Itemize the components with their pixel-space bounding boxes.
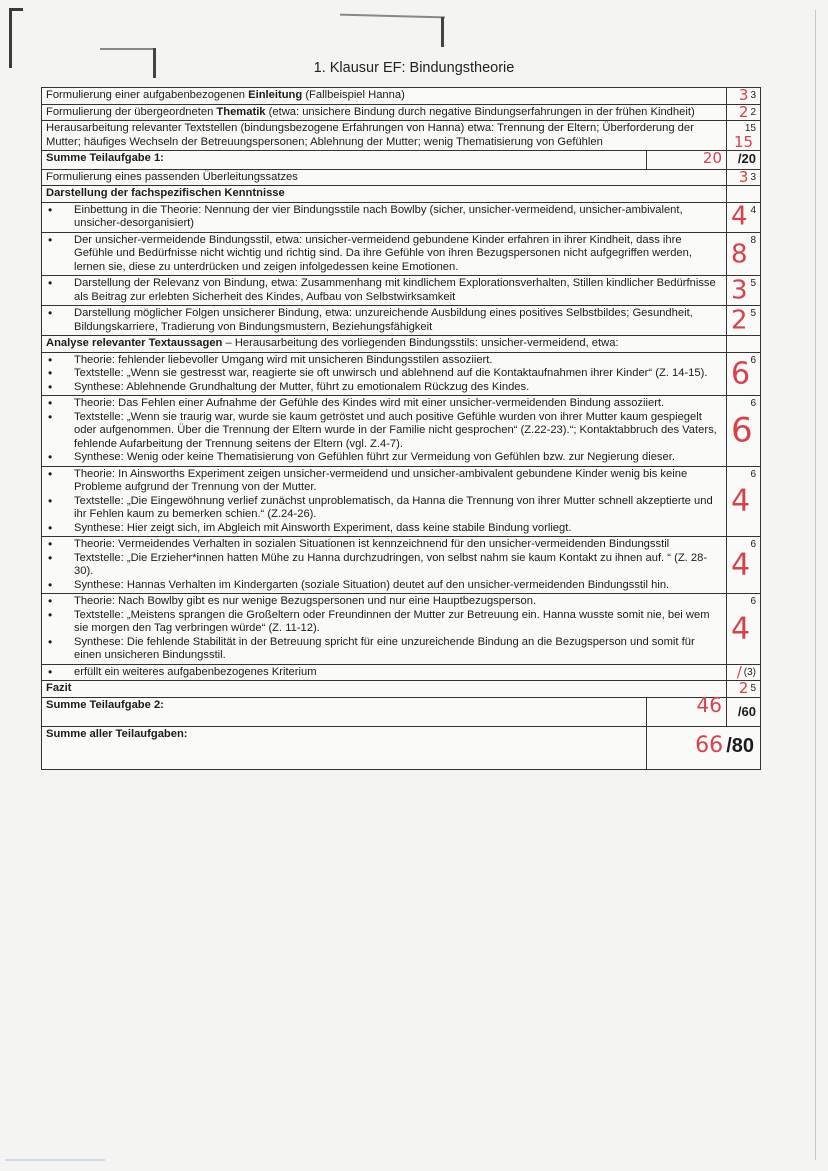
staple-mark: [441, 17, 444, 47]
criterion-text: Herausarbeitung relevanter Textstellen (bindungsbezogene Erfahrungen von Hanna) etwa: Trennung der Eltern; Überforderung der Mutter; häufiges Wechseln der Betreuungspersonen; Ablehnung der Mutter; wenig Thematisierung von Gefühlen: [42, 121, 727, 151]
score-cell: [727, 232, 761, 276]
criterion-text: Formulierung einer aufgabenbezogenen Einleitung (Fallbeispiel Hanna): [42, 88, 727, 105]
document-title: 1. Klausur EF: Bindungstheorie: [313, 60, 515, 76]
section-header-row: [42, 186, 761, 203]
score-cell: [727, 169, 761, 186]
handwritten-score: 3: [731, 274, 748, 305]
score-cell: [727, 396, 761, 467]
total-max: /80: [726, 734, 754, 757]
subtotal-max: /20: [727, 151, 761, 170]
analysis-row: [42, 594, 761, 665]
score-cell: [727, 121, 761, 151]
table-row: [42, 88, 761, 105]
table-row: [42, 121, 761, 151]
table-row: [42, 681, 761, 698]
criterion-text: • erfüllt ein weiteres aufgabenbezogenes Kriterium: [46, 666, 722, 680]
subtotal-row: [42, 151, 761, 170]
subtotal-label: Summe Teilaufgabe 2:: [42, 697, 647, 726]
criterion-text: • Darstellung der Relevanz von Bindung, etwa: Zusammenhang mit kindlichem Explorationsverhalten, Stillen kindlicher Bedürfnisse als Beitrag zur erlebten Sicherheit des Kindes, Aufbau von Selbstwirksamkeit: [46, 277, 722, 304]
handwritten-score: 46: [696, 692, 722, 717]
section-header: Analyse relevanter Textaussagen – Herausarbeitung des vorliegenden Bindungsstils: unsicher-vermeidend, etwa:: [42, 336, 727, 353]
score-cell: [727, 466, 761, 537]
table-row: [42, 664, 761, 681]
handwritten-score: 4: [731, 611, 751, 646]
max-points: 15: [744, 123, 756, 134]
max-points: 6: [750, 354, 756, 366]
criterion-theory: • Theorie: Nach Bowlby gibt es nur wenige Bezugspersonen und nur eine Hauptbezugsperson.: [46, 595, 722, 609]
criterion-quote: • Textstelle: „Die Erzieher*innen hatten Mühe zu Hanna durchzudringen, von selbst nahm sie kaum Kontakt zu ihnen auf. “ (Z. 28-30).: [46, 552, 722, 579]
handwritten-score: 3: [738, 167, 749, 186]
table-row: [42, 276, 761, 306]
max-points: 3: [750, 90, 756, 101]
handwritten-score: 8: [731, 238, 748, 269]
max-points: 2: [750, 106, 756, 118]
handwritten-score: 4: [731, 201, 748, 232]
handwritten-score: 4: [731, 483, 751, 519]
handwritten-score: 6: [731, 410, 753, 450]
total-label: Summe aller Teilaufgaben:: [42, 726, 647, 769]
table-row: [42, 202, 761, 232]
page-edge: [815, 10, 816, 1160]
criterion-text: • Darstellung möglicher Folgen unsicherer Bindung, etwa: unzureichende Ausbildung eines positives Selbstbildes; Gesundheit, Bildungskarriere, Tradierung von Bindungsmustern, Beziehungsfähigkeit: [46, 307, 722, 334]
table-row: [42, 306, 761, 336]
staple-mark: [340, 14, 445, 19]
criterion-synthesis: • Synthese: Wenig oder keine Thematisierung von Gefühlen führt zur Vermeidung von Gefühlen bzw. zur Negierung dieser.: [46, 451, 722, 465]
score-cell: [727, 681, 761, 698]
criterion-quote: • Textstelle: „Wenn sie traurig war, wurde sie kaum getröstet und auch positive Gefühle wurden von ihrer Mutter kaum gespiegelt oder aufgenommen. Über die Trennung der Eltern wurde in der Familie nicht gesprochen“ (Z.22-23).“; Kontaktabbruch des Vaters, fehlende Aufarbeitung der Trennung seitens der Eltern (vgl. Z.4-7).: [46, 411, 722, 452]
table-row: [42, 232, 761, 276]
grading-table: [41, 87, 761, 770]
page-edge: [9, 8, 12, 68]
subtotal-max: /60: [727, 697, 761, 726]
criterion-text: Formulierung eines passenden Überleitungssatzes: [42, 169, 727, 186]
score-cell: [727, 276, 761, 306]
score-cell: [727, 537, 761, 594]
score-cell: [727, 352, 761, 396]
subtotal-score-cell: [646, 151, 726, 170]
criterion-synthesis: • Synthese: Ablehnende Grundhaltung der Mutter, führt zu emotionalem Rückzug des Kindes.: [46, 381, 722, 395]
criterion-text: Formulierung der übergeordneten Thematik (etwa: unsichere Bindung durch negative Bindungserfahrungen in der frühen Kindheit): [42, 104, 727, 121]
criterion-theory: • Theorie: Vermeidendes Verhalten in sozialen Situationen ist kennzeichnend für den unsicher-vermeidenden Bindungsstil: [46, 538, 722, 552]
subtotal-label: Summe Teilaufgabe 1:: [42, 151, 647, 170]
max-points: 3: [750, 171, 756, 183]
criterion-theory: • Theorie: fehlender liebevoller Umgang wird mit unsicheren Bindungsstilen assoziiert.: [46, 354, 722, 368]
total-score-cell: [646, 726, 760, 769]
criterion-synthesis: • Synthese: Die fehlende Stabilität in der Betreuung spricht für eine unzureichende Bindung an die Bezugsperson und somit für einen unsicheren Bindungsstil.: [46, 636, 722, 663]
criterion-text: • Einbettung in die Theorie: Nennung der vier Bindungsstile nach Bowlby (sicher, unsicher-vermeidend, unsicher-ambivalent, unsicher-desorganisiert): [46, 204, 722, 231]
max-points: 5: [750, 278, 756, 289]
handwritten-score: 20: [702, 149, 722, 167]
analysis-row: [42, 466, 761, 537]
conclusion-label: Fazit: [42, 681, 727, 698]
max-points: (3): [743, 666, 756, 678]
subtotal-score-cell: [646, 692, 726, 726]
score-cell: [727, 88, 761, 105]
staple-mark: [100, 48, 155, 50]
max-points: 4: [750, 204, 756, 216]
analysis-row: [42, 396, 761, 467]
handwritten-score: 2: [731, 304, 748, 335]
handwritten-score: 15: [733, 132, 754, 151]
max-points: 6: [750, 539, 756, 550]
page-edge: [9, 8, 23, 11]
criterion-theory: • Theorie: In Ainsworths Experiment zeigen unsicher-vermeidend und unsicher-ambivalent gebundene Kinder wenig bis keine Probleme aufgrund der Trennung von der Mutter.: [46, 468, 722, 495]
handwritten-score: 3: [738, 86, 749, 104]
criterion-quote: • Textstelle: „Meistens sprangen die Großeltern oder Freundinnen der Mutter zur Betreuung ein. Hanna wusste somit nie, bei wem sie morgen den Tag verbringen würde“ (Z. 11-12).: [46, 609, 722, 636]
max-points: 6: [750, 596, 756, 607]
score-cell: [727, 594, 761, 665]
handwritten-score: 6: [731, 356, 751, 391]
max-points: 5: [750, 308, 756, 319]
section-header: Darstellung der fachspezifischen Kenntnisse: [42, 186, 727, 203]
max-points: 5: [750, 683, 756, 694]
handwritten-score: 4: [731, 547, 751, 583]
handwritten-score: 2: [738, 102, 749, 121]
criterion-quote: • Textstelle: „Wenn sie gestresst war, reagierte sie oft unwirsch und ablehnend auf die Kontaktaufnahmen ihrer Kinder“ (Z. 14-15).: [46, 367, 722, 381]
score-cell: [727, 306, 761, 336]
max-points: 6: [750, 398, 756, 409]
scan-smudge: [5, 1159, 105, 1161]
total-row: [42, 726, 761, 769]
max-points: 6: [750, 468, 756, 480]
criterion-quote: • Textstelle: „Die Eingewöhnung verlief zunächst unproblematisch, da Hanna die Trennung von ihrer Mutter schnell akzeptierte und ihr Fehlen kaum zu bemerken schien.“ (Z.24-26).: [46, 495, 722, 522]
table-row: [42, 169, 761, 186]
score-cell: [727, 104, 761, 121]
criterion-text: • Der unsicher-vermeidende Bindungsstil, etwa: unsicher-vermeidend gebundene Kinder erfahren in ihrer Kindheit, dass ihre Gefühle und Bedürfnisse nicht wichtig und richtig sind. Da ihre Gefühle von ihren Bezugspersonen nicht aufgegriffen werden, lernen sie, diese zu unterdrücken und zeigen infolgedessen keine Emotionen.: [46, 234, 722, 275]
handwritten-score: 2: [738, 679, 749, 697]
subtotal-row: [42, 697, 761, 726]
criterion-theory: • Theorie: Das Fehlen einer Aufnahme der Gefühle des Kindes wird mit einer unsicher-vermeidenden Bindung assoziiert.: [46, 397, 722, 411]
table-row: [42, 104, 761, 121]
handwritten-score: 66: [695, 732, 724, 758]
criterion-synthesis: • Synthese: Hannas Verhalten im Kindergarten (soziale Situation) deutet auf den unsicher-vermeidenden Bindungsstil hin.: [46, 579, 722, 593]
score-cell: [727, 202, 761, 232]
criterion-synthesis: • Synthese: Hier zeigt sich, im Abgleich mit Ainsworth Experiment, dass keine stabile Bindung vorliegt.: [46, 522, 722, 536]
handwritten-score: /: [736, 662, 742, 681]
analysis-row: [42, 352, 761, 396]
max-points: 8: [750, 234, 756, 246]
section-header-row: [42, 336, 761, 353]
analysis-row: [42, 537, 761, 594]
